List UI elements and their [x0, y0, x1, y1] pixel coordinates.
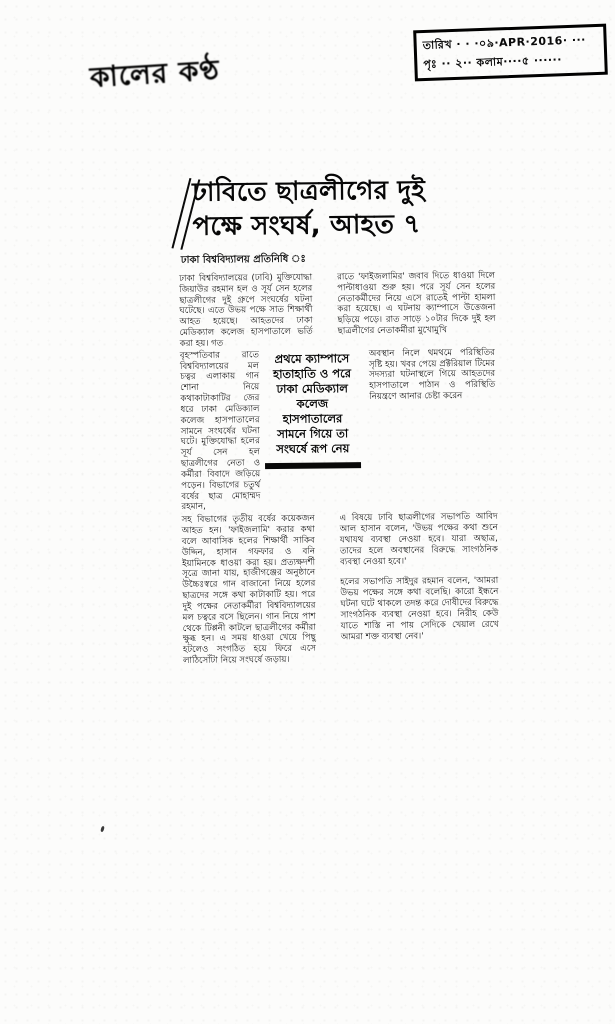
- body-text-right-top: রাতে 'ফাইজলামির' জবাব দিতে ধাওয়া দিলে পাল্টাধাওয়া শুরু হয়। পরে সূর্য সেন হলের নেতাকর্মীদের নিয়ে এসে রাতেই পাল্টা হামলা করা হয়েছে। এ ঘটনায় ক্যাম্পাসে উত্তেজনা ছড়িয়ে পড়ে। রাত সাড়ে ১০টার দিকে দুই হল ছাত্রলীগের নেতাকর্মীরা মুখোমুখি: [337, 270, 496, 337]
- body-text-left-top: ঢাকা বিশ্ববিদ্যালয়ের (ঢাবি) মুক্তিযোদ্ধা জিয়াউর রহমান হল ও সূর্য সেন হলের ছাত্রলীগের দুই গ্রুপে সংঘর্ষের ঘটনা ঘটেছে। এতে উভয় পক্ষে সাত শিক্ষার্থী আহত হয়েছে। আহতদের ঢাকা মেডিক্যাল কলেজ হাসপাতালে ভর্তি করা হয়। গত: [179, 272, 313, 349]
- newspaper-masthead-stamp: কালের কণ্ঠ: [88, 53, 221, 94]
- body-right-bottom-column: [340, 512, 500, 665]
- scan-speck: [100, 826, 105, 833]
- body-left-bottom-column: [182, 514, 317, 667]
- stamp-page-column-line: পৃঃ ·· ২·· কলাম····৫ ······: [423, 53, 563, 72]
- body-row-bottom: [182, 512, 504, 667]
- pull-quote-box: [260, 349, 366, 513]
- date-received-stamp-box: [413, 24, 608, 82]
- body-text-left-beside-quote: বৃহস্পতিবার রাতে বিশ্ববিদ্যালয়ের মল চত্বর এলাকায় গান শোনা নিয়ে কথাকাটাকাটির জের ধরে ঢাকা মেডিক্যাল কলেজ হাসপাতালের সামনে সংঘর্ষের ঘটনা ঘটে। মুক্তিযোদ্ধা হলের সূর্য সেন হল ছাত্রলীগের নেতা ও কর্মীরা বিবাদে জড়িয়ে পড়েন। বিভাগের চতুর্থ বর্ষের ছাত্র মোহাম্মদ রহমান,: [179, 349, 261, 513]
- stamp-date-line: তারিখ · · ·০৯·APR·2016· ···: [422, 33, 587, 53]
- body-row-with-pull-quote: [180, 347, 502, 513]
- article-body: [179, 271, 503, 667]
- article-headline: ঢাবিতে ছাত্রলীগের দুই পক্ষে সংঘর্ষ, আহত ৭: [192, 175, 426, 242]
- headline-block: [178, 173, 499, 244]
- body-text-right-bottom-para1: এ বিষয়ে ঢাবি ছাত্রলীগের সভাপতি আবিদ আল হাসান বলেন, 'উভয় পক্ষের কথা শুনে যথাযথ ব্যবস্থা নেওয়া হবে। যারা অছাত্র, তাদের হলে অবস্থানের বিরুদ্ধে সাংগঠনিক ব্যবস্থা নেওয়া হবে।': [339, 511, 498, 567]
- article-clipping: [178, 173, 503, 667]
- body-text-right-beside-quote: অবস্থান নিলে থমথমে পরিস্থিতির সৃষ্টি হয়। খবর পেয়ে প্রক্টরিয়াল টিমের সদস্যরা ঘটনাস্থলে গিয়ে আহতদের হাসপাতালে পাঠান ও পরিস্থিতি নিয়ন্ত্রণে আনার চেষ্টা করেন: [368, 347, 496, 403]
- body-text-left-bottom: সহ বিভাগের তৃতীয় বর্ষের কয়েকজন আহত হন। 'ফাইজলামি' করার কথা বলে আবাসিক হলের শিক্ষার্থী সাকিব উদ্দিন, হাসান গফফার ও বনি ইয়ামিনকে ধাওয়া করা হয়। প্রত্যক্ষদর্শী সূত্রে জানা যায়, হাজীগঞ্জের অনুষ্ঠানে উচ্চৈঃস্বরে গান বাজানো নিয়ে হলের ছাত্রদের সঙ্গে কথা কাটাকাটি হয়। পরে দুই পক্ষের নেতাকর্মীরা বিশ্ববিদ্যালয়ের মল চত্বরে বসে ছিলেন। গান নিয়ে পাশ থেকে টিপ্পনী কাটলে ছাত্রলীগের কর্মীরা ক্ষুব্ধ হন। এ সময় ধাওয়া খেয়ে পিছু হটলেও সংগঠিত হয়ে ফিরে এসে লাঠিসোঁটা নিয়ে সংঘর্ষে জড়ায়।: [181, 513, 317, 666]
- pull-quote-text: প্রথমে ক্যাম্পাসে হাতাহাতি ও পরে ঢাকা মেডিক্যাল কলেজ হাসপাতালের সামনে গিয়ে তা সংঘর্ষে রূপ নেয়: [273, 351, 352, 456]
- body-row-top: [179, 271, 500, 350]
- article-byline: ঢাকা বিশ্ববিদ্যালয় প্রতিনিধি ঃ: [180, 253, 306, 266]
- body-text-right-bottom-para2: হলের সভাপতি সাইদুর রহমান বলেন, 'আমরা উভয় পক্ষের সঙ্গে কথা বলেছি। কারো ইন্ধনে ঘটনা ঘটে থাকলে তদন্ত করে দোষীদের বিরুদ্ধে সাংগঠনিক ব্যবস্থা নেওয়া হবে। নিরীহ কেউ যাতে শাস্তি না পায় সেদিকে খেয়াল রেখে আমরা শক্ত ব্যবস্থা নেব।': [340, 576, 499, 642]
- pull-quote-divider-bar: [265, 462, 361, 469]
